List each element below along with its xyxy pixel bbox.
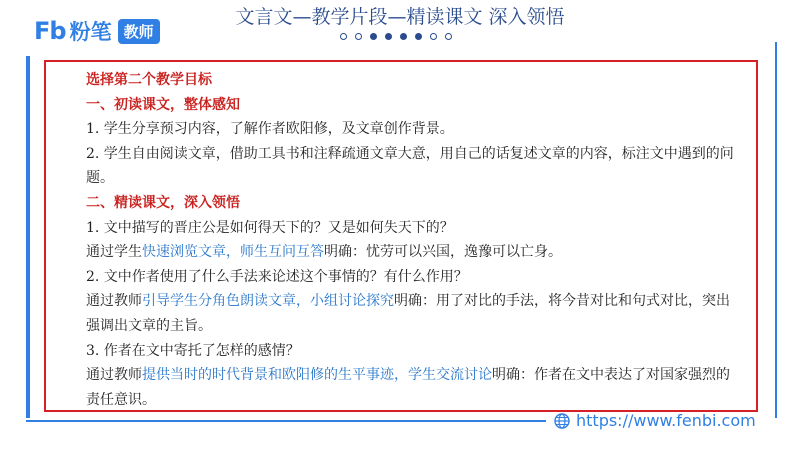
logo-fb-mark: Fb bbox=[34, 17, 66, 45]
question-2: 2. 文中作者使用了什么手法来论述这个事情的？有什么作用？ bbox=[86, 268, 468, 285]
answer-1-prefix: 通过学生 bbox=[86, 244, 142, 261]
logo-brand-name: 粉笔 bbox=[69, 20, 112, 44]
website-url[interactable]: https://www.fenbi.com bbox=[576, 411, 756, 430]
answer-1-conclusion: 明确：忧劳可以兴国，逸豫可以亡身。 bbox=[324, 244, 562, 261]
dot-decoration bbox=[385, 33, 392, 40]
right-accent-rule bbox=[775, 42, 777, 418]
answer-2 bbox=[86, 289, 740, 338]
answer-2-method: 引导学生分角色朗读文章，小组讨论探究 bbox=[142, 293, 394, 310]
slide-title: 文言文—教学片段—精读课文 深入领悟 bbox=[235, 6, 565, 28]
answer-1 bbox=[86, 240, 740, 265]
bottom-accent-rule bbox=[26, 420, 546, 422]
content-heading: 选择第二个教学目标 bbox=[86, 72, 212, 88]
section2-title: 二、精读课文，深入领悟 bbox=[86, 194, 240, 211]
left-accent-rule bbox=[26, 56, 30, 418]
dot-decoration bbox=[370, 33, 377, 40]
dot-decoration bbox=[445, 33, 452, 40]
question-3: 3. 作者在文中寄托了怎样的感情？ bbox=[86, 342, 300, 359]
answer-3-method: 提供当时的时代背景和欧阳修的生平事迹，学生交流讨论 bbox=[142, 367, 492, 384]
dot-decoration bbox=[400, 33, 407, 40]
section1-line1: 1. 学生分享预习内容，了解作者欧阳修，及文章创作背景。 bbox=[86, 121, 454, 138]
answer-3 bbox=[86, 363, 740, 412]
question-1: 1. 文中描写的晋庄公是如何得天下的？又是如何失天下的？ bbox=[86, 219, 454, 236]
section1-title: 一、初读课文，整体感知 bbox=[86, 96, 240, 113]
dot-decoration bbox=[355, 33, 362, 40]
answer-2-prefix: 通过教师 bbox=[86, 293, 142, 310]
answer-2-conclusion: 明确：用了对比的手法，将今昔对比和句式对比，突出强调出文章的主旨。 bbox=[86, 293, 730, 334]
website-link[interactable] bbox=[554, 411, 756, 430]
logo-teacher-tag: 教师 bbox=[118, 19, 160, 44]
globe-icon bbox=[554, 413, 570, 429]
title-dots-decoration bbox=[340, 33, 452, 40]
answer-3-prefix: 通过教师 bbox=[86, 367, 142, 384]
answer-3-conclusion: 明确：作者在文中表达了对国家强烈的责任意识。 bbox=[86, 367, 730, 408]
dot-decoration bbox=[415, 33, 422, 40]
dot-decoration bbox=[430, 33, 437, 40]
dot-decoration bbox=[340, 33, 347, 40]
content-panel bbox=[44, 60, 758, 412]
section1-line2: 2. 学生自由阅读文章，借助工具书和注释疏通文章大意，用自己的话复述文章的内容，标注文中遇到的问题。 bbox=[86, 145, 734, 187]
answer-1-method: 快速浏览文章，师生互问互答 bbox=[142, 244, 324, 261]
